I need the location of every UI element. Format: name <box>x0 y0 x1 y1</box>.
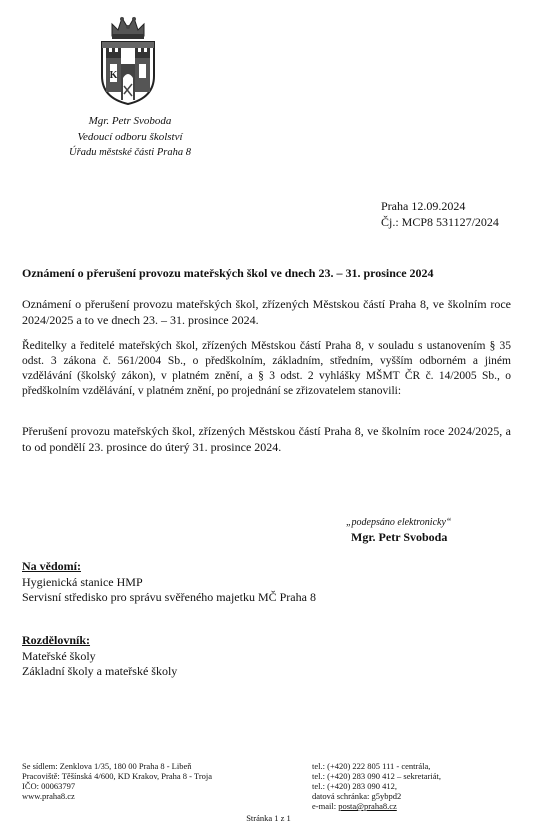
rozdelovnik-list <box>22 649 177 679</box>
reference-number: Čj.: MCP8 531127/2024 <box>381 215 499 229</box>
place-date: Praha 12.09.2024 <box>381 199 466 213</box>
coat-of-arms-logo <box>98 14 158 106</box>
signature-name: Mgr. Petr Svoboda <box>351 530 448 544</box>
signature-note: „podepsáno elektronicky“ <box>346 517 452 528</box>
footer-phone: tel.: (+420) 283 090 412, <box>312 781 398 791</box>
footer-phone-central: tel.: (+420) 222 805 111 - centrála, <box>312 761 431 771</box>
official-name: Mgr. Petr Svoboda <box>88 115 172 127</box>
footer-phone-secretariat: tel.: (+420) 283 090 412 – sekretariát, <box>312 771 441 781</box>
paragraph-1: Oznámení o přerušení provozu mateřských škol, zřízených Městskou částí Praha 8, ve školním roce 2024/2025 a to ve dnech 23. – 31. prosince 2024. <box>22 297 511 327</box>
svg-text:K: K <box>109 70 118 81</box>
footer-address: Se sídlem: Zenklova 1/35, 180 00 Praha 8 - Libeň <box>22 761 192 771</box>
na-vedomi-label: Na vědomí: <box>22 559 81 573</box>
paragraph-2: Ředitelky a ředitelé mateřských škol, zřízených Městskou částí Praha 8, v souladu s ustanovením § 35 odst. 3 zákona č. 561/2004 Sb., o předškolním, základním, středním, vyšším odborném a jiném vzdělávání (školský zákon), v platném znění, a § 3 odst. 2 vyhlášky MŠMT ČR č. 14/2005 Sb., o předškolním vzdělávání, v platném znění, po projednání se zřizovatelem stanovili: <box>22 340 511 397</box>
page-number: Stránka 1 z 1 <box>246 813 291 823</box>
document-title: Oznámení o přerušení provozu mateřských škol ve dnech 23. – 31. prosince 2024 <box>22 266 434 280</box>
na-vedomi-list <box>22 575 316 605</box>
list-item: Hygienická stanice HMP <box>22 575 143 589</box>
footer-workplace: Pracoviště: Těšínská 4/600, KD Krakov, Praha 8 - Troja <box>22 771 213 781</box>
email-link[interactable]: posta@praha8.cz <box>338 801 397 811</box>
footer-left <box>22 761 212 801</box>
official-office: Úřadu městské části Praha 8 <box>69 147 191 158</box>
footer-data-box: datová schránka: g5ybpd2 <box>312 791 402 801</box>
list-item: Základní školy a mateřské školy <box>22 664 178 678</box>
document-meta <box>381 198 499 230</box>
list-item: Servisní středisko pro správu svěřeného majetku MČ Praha 8 <box>22 590 316 604</box>
footer-website: www.praha8.cz <box>22 791 75 801</box>
footer-email <box>312 801 441 811</box>
email-label: e-mail: <box>312 801 339 811</box>
paragraph-3: Přerušení provozu mateřských škol, zřízených Městskou částí Praha 8, ve školním roce 2024/2025, a to od pondělí 23. prosince do úterý 31. prosince 2024. <box>22 424 511 454</box>
list-item: Mateřské školy <box>22 649 96 663</box>
official-position: Vedoucí odboru školství <box>77 131 183 143</box>
rozdelovnik-label: Rozdělovník: <box>22 633 91 647</box>
footer-right <box>312 761 441 811</box>
footer-ico: IČO: 00063797 <box>22 781 76 791</box>
